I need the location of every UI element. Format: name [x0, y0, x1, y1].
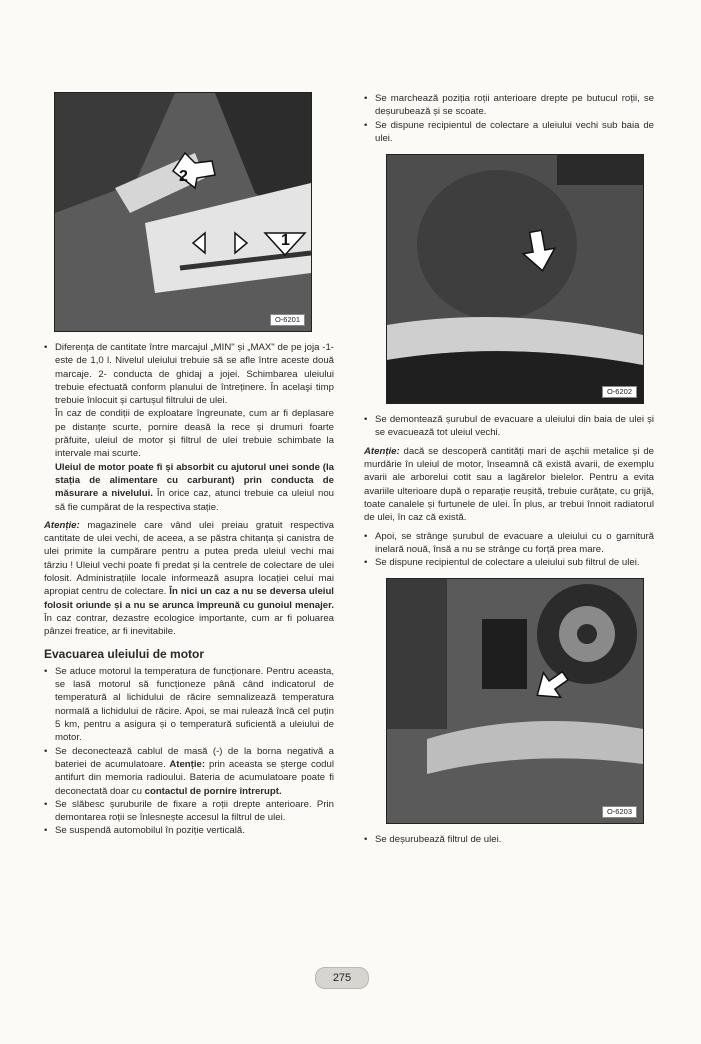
figure-code: O-6201 [270, 314, 305, 326]
list-item: • Se marchează poziția roții anterioare drepte pe butucul roții, se deșurubează și se scoate. [364, 92, 654, 119]
list-item: • Se deconectează cablul de masă (-) de la borna negativă a bateriei de acumulatoare. Atenție: prin aceasta se șterge codul antifurt din memoria radioului. Bateria de acumulatoare poate fi deconectată doar cu contactul de pornire întrerupt. [44, 745, 334, 798]
section-heading: Evacuarea uleiului de motor [44, 646, 205, 661]
list-item: • Diferența de cantitate între marcajul „MIN" și „MAX" de pe joja -1- este de 1,0 l. Nivelul uleiului trebuie să se afle între aceste două marcaje. 2- conducta de ghidaj a jojei. Schimbarea uleiului trebuie efectuată conform planului de întreținere. În acelaşi timp trebuie înlocuit și cartușul filtrului de ulei. [44, 341, 334, 407]
page-number: 275 [315, 967, 369, 989]
dipstick-photo [55, 93, 311, 331]
left-column [44, 92, 334, 838]
right-column [364, 92, 654, 847]
paragraph: În caz de condiții de exploatare îngreunate, cum ar fi deplasare pe distanțe scurte, pornire deasă la rece și drumuri foarte prăfuite, uleiul de motor și filtrul de ulei trebuie schimbate la intervale mai scurte. [55, 408, 334, 460]
figure-drain-plug [386, 154, 644, 404]
list-item: • Se suspendă automobilul în poziție verticală. [44, 824, 334, 837]
list-item: • Se deșurubează filtrul de ulei. [364, 833, 654, 846]
list-item: • Se demontează șurubul de evacuare a uleiului din baia de ulei și se evacuează tot uleiul vechi. [364, 413, 654, 440]
figure-label-1: 1 [281, 232, 290, 249]
figure-label-2: 2 [179, 168, 188, 185]
list-item: • Se dispune recipientul de colectare a uleiului vechi sub baia de ulei. [364, 119, 654, 146]
oil-filter-photo [387, 579, 643, 823]
drain-plug-photo [387, 155, 643, 403]
figure-oil-filter [386, 578, 644, 824]
list-item: • Apoi, se strânge șurubul de evacuare a uleiului cu o garnitură inelară nouă, însă a nu se strânge cu forță prea mare. [364, 530, 654, 557]
figure-dipstick [54, 92, 312, 332]
attention-note: Atenție: magazinele care vând ulei preiau gratuit respectiva cantitate de ulei vechi, de aceea, a se păstra chitanța și canistra de ulei primite la cumpărare pentru a putea preda uleiul vechi mai târziu ! Uleiul vechi poate fi predat și la centrele de colectare de ulei folosit. Administrațiile locale informează asupra locației celui mai apropiat centru de colectare. În nici un caz a nu se deversa uleiul folosit oriunde și a nu se arunca împreună cu gunoiul menajer. În caz contrar, dezastre ecologice importante, cum ar fi poluarea pânzei freatice, ar fi inevitabile. [44, 519, 334, 638]
list-item: • Se dispune recipientul de colectare a uleiului sub filtrul de ulei. [364, 556, 654, 569]
figure-code: O-6202 [602, 386, 637, 398]
list-item: • Se aduce motorul la temperatura de funcționare. Pentru aceasta, se lasă motorul să funcționeze până când indicatorul de temperatură al lichidului de răcire semnalizează temperatura normală a lichidului de răcire. Apoi, se mai rulează încă cel puțin 5 km, pentru a asigura și o temperatură suficientă a uleiului de motor. [44, 665, 334, 745]
figure-code: O-6203 [602, 806, 637, 818]
paragraph: Uleiul de motor poate fi și absorbit cu ajutorul unei sonde (la stația de alimentare cu carburant) prin conducta de măsurare a nivelului. În orice caz, atunci trebuie ca uleiul nou să fie cumpărat de la respectiva stație. [55, 461, 334, 513]
list-item: • Se slăbesc șuruburile de fixare a roții drepte anterioare. Prin demontarea roții se înlesnește accesul la filtrul de ulei. [44, 798, 334, 825]
attention-note: Atenție: dacă se descoperă cantități mari de așchii metalice și de murdărie în uleiul de motor, înseamnă că există avarii, de exemplu avarii ale arborelui cotit sau a lagărelor bielelor. Pentru a evita avariile ulterioare după o reparație reușită, trebuie curățate, cu grijă, toate canalele și furtunele de ulei. În plus, ar trebui înnoit radiatorul de ulei, în caz că există. [364, 445, 654, 524]
